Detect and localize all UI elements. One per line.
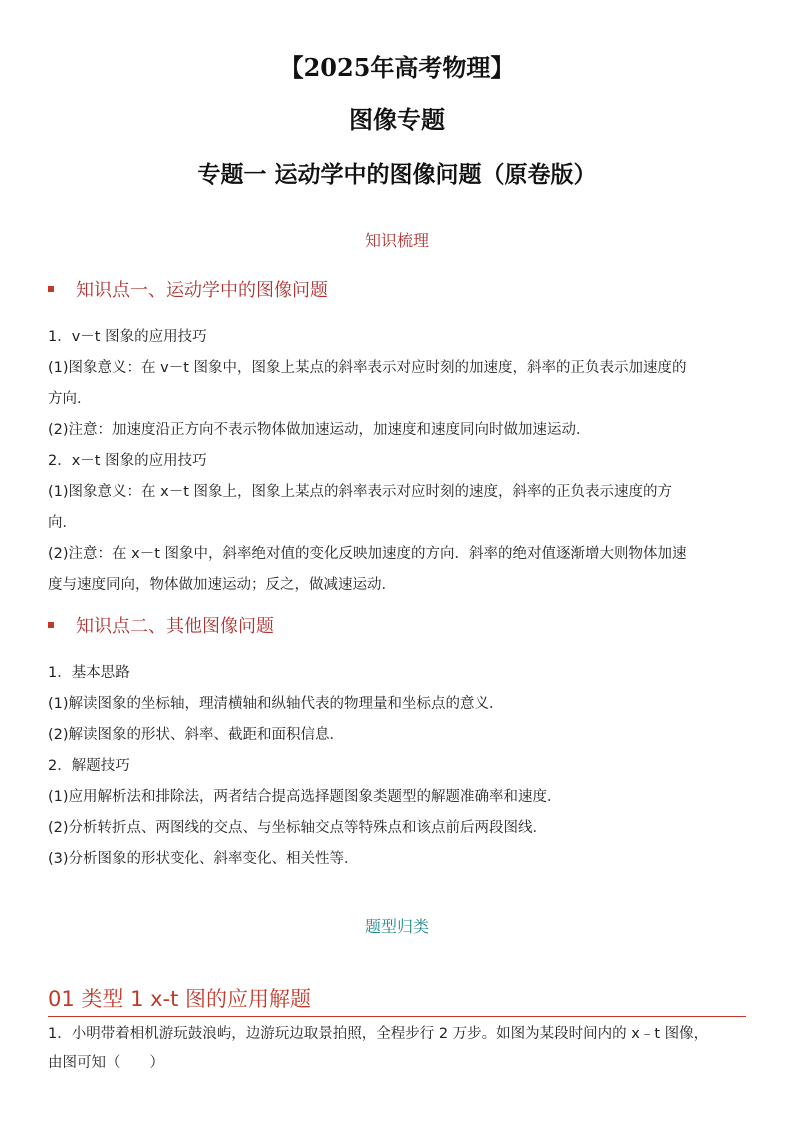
kp2-line: (1)解读图象的坐标轴，理清横轴和纵轴代表的物理量和坐标点的意义． (48, 696, 504, 712)
kp1-line: (2)注意：在 x－t 图象中，斜率绝对值的变化反映加速度的方向．斜率的绝对值逐渐增大则物体加速 (48, 546, 687, 562)
subtitle: 图像专题 (349, 106, 445, 134)
kp2-line: 2．解题技巧 (48, 758, 130, 774)
bullet-square-icon (48, 286, 54, 292)
topic-title: 专题一 运动学中的图像问题（原卷版） (197, 162, 597, 188)
kp2-line: (1)应用解析法和排除法，两者结合提高选择题图象类题型的解题准确率和速度． (48, 789, 562, 805)
kp1-line: (1)图象意义：在 v－t 图象中，图象上某点的斜率表示对应时刻的加速度，斜率的正负表示加速度的 (48, 360, 687, 376)
kp1-line: (1)图象意义：在 x－t 图象上，图象上某点的斜率表示对应时刻的速度，斜率的正负表示速度的方 (48, 484, 673, 500)
type-1-divider (48, 1016, 746, 1017)
knowledge-point-1-heading (48, 276, 328, 302)
kp1-line: (2)注意：加速度沿正方向不表示物体做加速运动，加速度和速度同向时做加速运动． (48, 422, 591, 438)
section-label-knowledge: 知识梳理 (364, 231, 429, 250)
bullet-square-icon (48, 622, 54, 628)
kp1-line: 1．v－t 图象的应用技巧 (48, 329, 207, 345)
kp1-line: 2．x－t 图象的应用技巧 (48, 453, 207, 469)
knowledge-point-2-title: 知识点二、其他图像问题 (76, 616, 274, 637)
question-1-line: 由图可知（ ） (48, 1055, 164, 1071)
question-1-line: 1．小明带着相机游玩鼓浪屿，边游玩边取景拍照，全程步行 2 万步。如图为某段时间内的 x﹣t 图像， (48, 1026, 709, 1042)
kp2-line: 1．基本思路 (48, 665, 130, 681)
kp2-line: (3)分析图象的形状变化、斜率变化、相关性等． (48, 851, 359, 867)
kp2-line: (2)解读图象的形状、斜率、截距和面积信息． (48, 727, 345, 743)
kp1-line: 向． (48, 515, 77, 531)
knowledge-point-2-heading (48, 612, 274, 638)
knowledge-point-1-title: 知识点一、运动学中的图像问题 (76, 280, 328, 301)
kp1-line: 度与速度同向，物体做加速运动；反之，做减速运动． (48, 577, 396, 593)
kp2-line: (2)分析转折点、两图线的交点、与坐标轴交点等特殊点和该点前后两段图线． (48, 820, 548, 836)
kp1-line: 方向． (48, 391, 92, 407)
main-title: 【2025年高考物理】 (279, 53, 515, 82)
type-1-heading: 01 类型 1 x-t 图的应用解题 (48, 987, 312, 1011)
section-label-types: 题型归类 (364, 917, 429, 936)
